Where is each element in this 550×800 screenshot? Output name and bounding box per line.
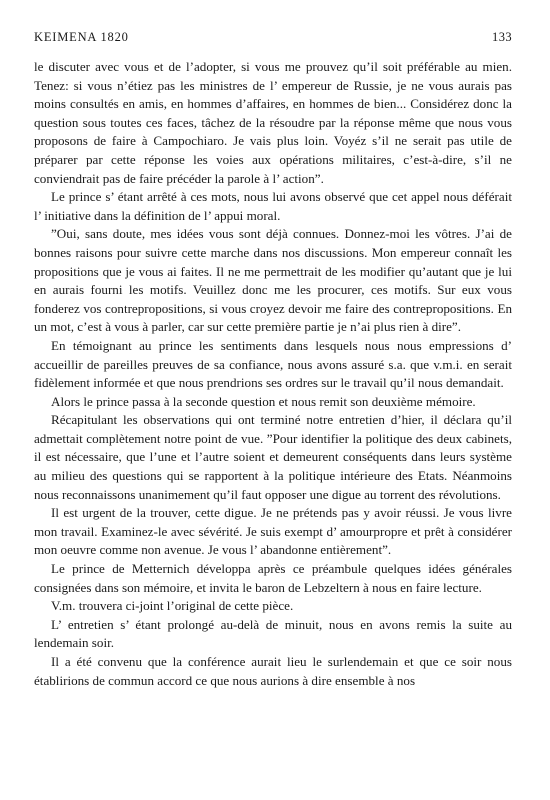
paragraph: Le prince de Metternich développa après ce préambule quelques idées générales consignées dans son mémoire, et invita le baron de Lebzeltern à nous en faire lecture. bbox=[34, 561, 512, 595]
paragraph: V.m. trouvera ci-joint l’original de cette pièce. bbox=[51, 598, 294, 614]
paragraph: Le prince s’ étant arrêté à ces mots, nous lui avons observé que cet appel nous déférait l’ initiative dans la définition de l’ appui moral. bbox=[34, 189, 512, 223]
paragraph-continuation: le discuter avec vous et de l’adopter, si vous me prouvez qu’il soit préférable au mien. Tenez: si vous n’étiez pas les ministres de l’ empereur de Russie, je ne vous aurais pas moins consultés en amis, en hommes d’affaires, en hommes de bien... Considérez donc la question sous toutes ces faces, tâchez de la résoudre par la réponse même que nous vous proposons de faire à Campochiaro. Je vais plus loin. Voyéz s’il ne serait pas utile de préparer par cette réponse les voies aux opérations militaires, c’est-à-dire, s’il ne conviendrait pas de faire précéder la parole à l’ action”. bbox=[34, 59, 512, 186]
paragraph: Il est urgent de la trouver, cette digue. Je ne prétends pas y avoir réussi. Je vous livre mon travail. Examinez-le avec sévérité. Je suis exempt d’ amourpropre et prêt à considérer mon oeuvre comme non avenue. Je vous l’ abandonne entièrement”. bbox=[34, 505, 512, 558]
paragraph: Récapitulant les observations qui ont terminé notre entretien d’hier, il déclara qu’il admettait complètement notre point de vue. ”Pour identifier la politique des deux cabinets, il est nécessaire, que l’une et l’autre soient et demeurent conséquents dans leurs système au milieu des questions qui se rapportent à la politique intérieure des Etats. Néanmoins nous reconnaissons unanimement qu’il faut opposer une digue au torrent des révolutions. bbox=[34, 412, 512, 502]
body-text bbox=[34, 58, 512, 690]
paragraph: En témoignant au prince les sentiments dans lesquels nous nous empressions d’ accueillir de pareilles preuves de sa confiance, nous avons assuré s.a. que v.m.i. en serait fidèlement informée et que nous prendrions ses ordres sur le travail qu’il nous demandait. bbox=[34, 337, 512, 391]
running-title: KEIMENA 1820 bbox=[34, 30, 129, 44]
running-header bbox=[34, 30, 512, 48]
page-number: 133 bbox=[492, 30, 512, 44]
paragraph: Alors le prince passa à la seconde question et nous remit son deuxième mémoire. bbox=[51, 393, 476, 409]
paragraph: Il a été convenu que la conférence aurait lieu le surlendemain et que ce soir nous établirions de commun accord ce que nous aurions à dire ensemble à nos bbox=[34, 654, 512, 688]
paragraph: L’ entretien s’ étant prolongé au-delà de minuit, nous en avons remis la suite au lendemain soir. bbox=[34, 616, 512, 651]
paragraph: ”Oui, sans doute, mes idées vous sont déjà connues. Donnez-moi les vôtres. J’ai de bonnes raisons pour suivre cette marche dans nos discussions. Mon empereur connaît les propositions que je vous ai faites. Il ne me permettrait de les modifier qu’autant que je lui en aurais fourni les motifs. Veuillez donc me les procurer, ces motifs. Sur eux vous fonderez vos contrepropositions, si vous croyez devoir me faire des contrepropositions. En un mot, c’est à vous à parler, car sur cette première partie je n’ai plus rien à dire”. bbox=[34, 226, 512, 335]
book-page bbox=[34, 30, 512, 690]
